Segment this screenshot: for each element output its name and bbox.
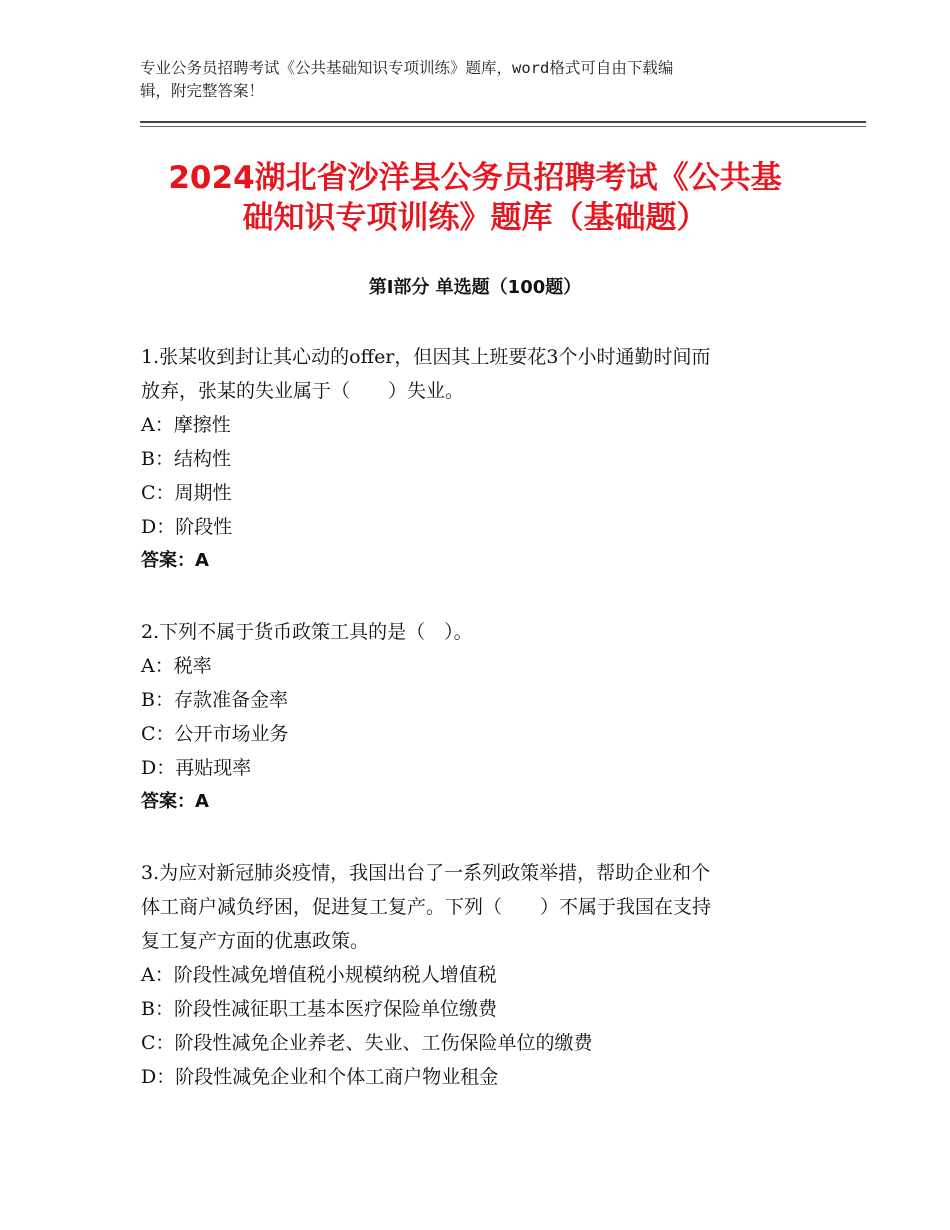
question-text-line: 3.为应对新冠肺炎疫情，我国出台了一系列政策举措，帮助企业和个 [141, 862, 711, 884]
question-text [141, 856, 831, 958]
question-3 [141, 856, 831, 1094]
option-d: D：阶段性减免企业和个体工商户物业租金 [141, 1066, 499, 1088]
question-text-line: 2.下列不属于货币政策工具的是（ ）。 [141, 621, 473, 643]
question-text-line: 放弃，张某的失业属于（ ）失业。 [141, 380, 465, 402]
document-title-line-1: 2024湖北省沙洋县公务员招聘考试《公共基 [168, 160, 782, 196]
option-c: C：周期性 [141, 482, 232, 504]
option-b: B：结构性 [141, 448, 231, 470]
option-a: A：阶段性减免增值税小规模纳税人增值税 [141, 964, 497, 986]
option-b: B：存款准备金率 [141, 689, 288, 711]
answer: 答案：A [141, 791, 209, 812]
question-text-line: 复工复产方面的优惠政策。 [141, 930, 370, 952]
question-text [141, 615, 831, 649]
option-d: D：再贴现率 [141, 757, 252, 779]
document-title-line-2: 础知识专项训练》题库（基础题） [242, 200, 708, 236]
question-1 [141, 340, 831, 578]
header-note-line-2: 辑，附完整答案！ [140, 82, 265, 100]
header-divider-thin [140, 126, 866, 127]
option-d: D：阶段性 [141, 516, 233, 538]
question-text-line: 体工商户减负纾困，促进复工复产。下列（ ）不属于我国在支持 [141, 896, 712, 918]
option-a: A：税率 [141, 655, 212, 677]
option-c: C：阶段性减免企业养老、失业、工伤保险单位的缴费 [141, 1032, 593, 1054]
document-title [100, 158, 850, 238]
question-text-line: 1.张某收到封让其心动的offer，但因其上班要花3个小时通勤时间而 [141, 346, 711, 368]
option-c: C：公开市场业务 [141, 723, 289, 745]
section-heading: 第Ⅰ部分 单选题（100题） [368, 277, 582, 298]
header-note [140, 57, 820, 103]
question-text [141, 340, 831, 408]
header-note-line-1: 专业公务员招聘考试《公共基础知识专项训练》题库，word格式可自由下载编 [140, 59, 674, 77]
question-2 [141, 615, 831, 819]
answer: 答案：A [141, 550, 209, 571]
question-list [141, 340, 831, 1131]
option-a: A：摩擦性 [141, 414, 231, 436]
option-b: B：阶段性减征职工基本医疗保险单位缴费 [141, 998, 497, 1020]
header-divider-thick [140, 121, 866, 123]
